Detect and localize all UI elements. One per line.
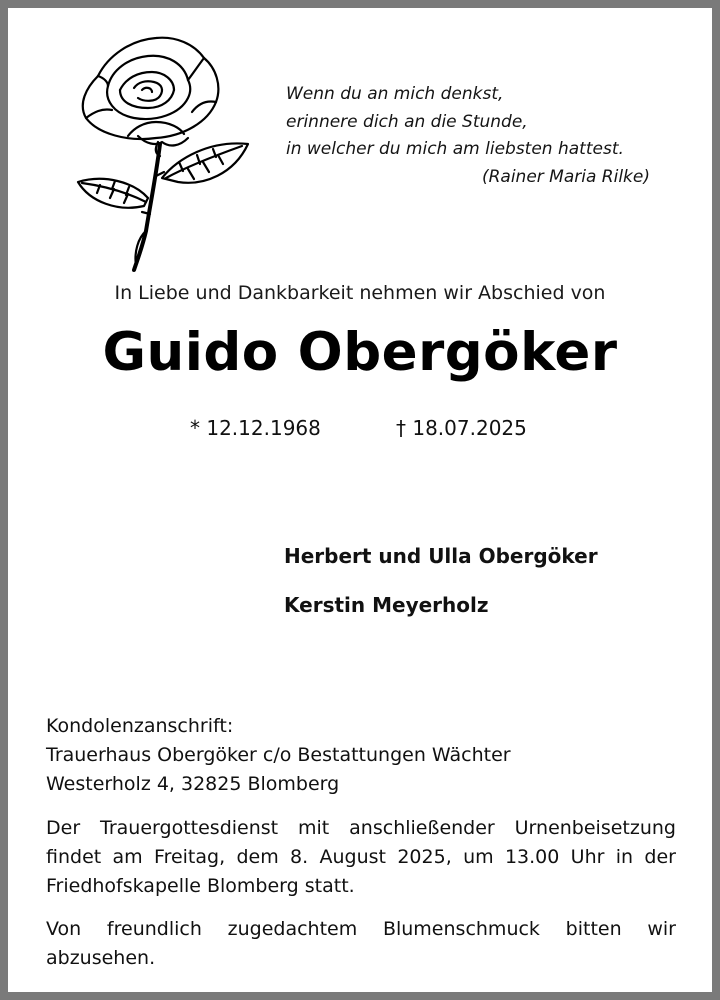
service-line: Der Trauergottesdienst mit anschließender Urnenbeisetzung <box>46 817 676 839</box>
poem-line: Wenn du an mich denkst, <box>286 84 504 104</box>
intro-text: In Liebe und Dankbarkeit nehmen wir Abschied von <box>114 282 606 304</box>
death-date: † 18.07.2025 <box>396 416 527 440</box>
flowers-line: Von freundlich zugedachtem Blumenschmuck bitten wir <box>46 918 676 940</box>
condolence-line: Kondolenzanschrift: <box>46 715 234 737</box>
poem-author: (Rainer Maria Rilke) <box>481 166 650 187</box>
service-line: Friedhofskapelle Blomberg statt. <box>46 875 355 897</box>
poem-line: in welcher du mich am liebsten hattest. <box>286 139 624 159</box>
family-member: Herbert und Ulla Obergöker <box>284 544 598 568</box>
condolence-address <box>46 712 676 799</box>
family-member: Kerstin Meyerholz <box>284 593 489 617</box>
birth-date: * 12.12.1968 <box>190 416 321 440</box>
poem-line: erinnere dich an die Stunde, <box>286 111 528 132</box>
flowers-request <box>46 915 676 973</box>
condolence-line: Westerholz 4, 32825 Blomberg <box>46 773 340 795</box>
deceased-name: Guido Obergöker <box>102 322 618 383</box>
flowers-line: abzusehen. <box>46 947 156 969</box>
poem-quote <box>286 81 686 191</box>
service-line: findet am Freitag, dem 8. August 2025, um 13.00 Uhr in der <box>46 846 676 868</box>
rose-icon <box>38 26 258 276</box>
condolence-line: Trauerhaus Obergöker c/o Bestattungen Wächter <box>46 744 511 766</box>
service-info <box>46 814 676 901</box>
